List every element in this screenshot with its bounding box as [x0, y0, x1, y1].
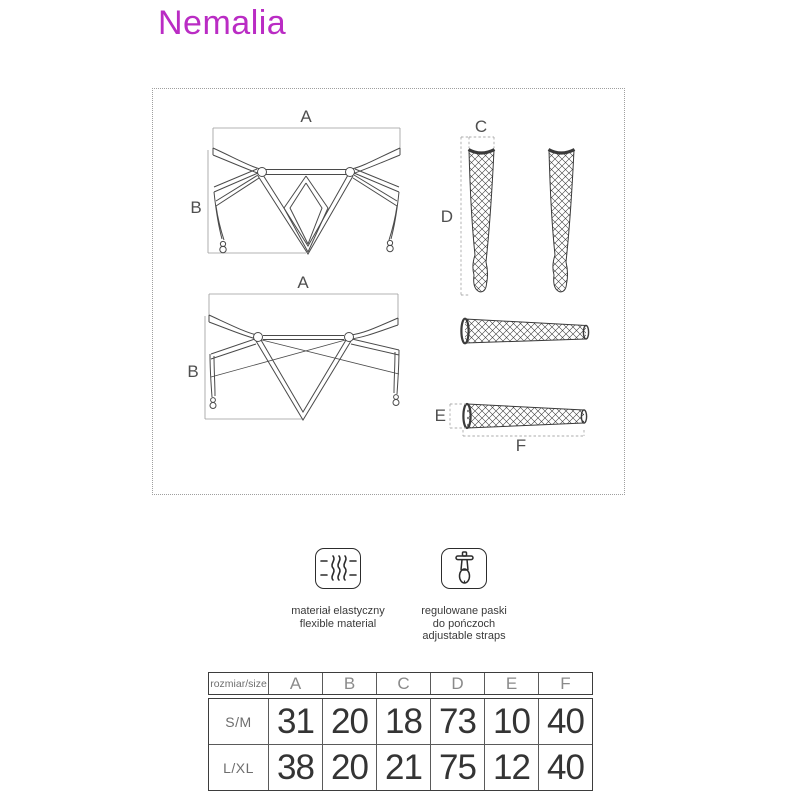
- stockings-drawing: [441, 117, 575, 295]
- caption-line: do pończoch: [432, 617, 496, 630]
- size-table: [208, 672, 593, 791]
- back-dimension-lines: [205, 294, 398, 419]
- back-rings: [254, 333, 354, 342]
- stocking-right-welt: [549, 150, 575, 154]
- front-waistband: [213, 148, 400, 175]
- feature-caption: [260, 605, 416, 630]
- front-height-label: B: [190, 198, 202, 217]
- front-left-straps: [214, 169, 259, 240]
- header-cell-size: rozmiar/size: [210, 677, 267, 690]
- net-tube-lower-drawing: [435, 404, 587, 455]
- cell-lxl-c: 21: [376, 745, 430, 790]
- back-waistband: [209, 315, 398, 340]
- net-tube-upper-drawing: [461, 319, 588, 344]
- header-cell-e: E: [484, 673, 538, 694]
- header-cell-a: A: [268, 673, 322, 694]
- feature-elastic-material: [260, 548, 416, 630]
- cell-lxl-e: 12: [484, 745, 538, 790]
- cell-lxl-b: 20: [322, 745, 376, 790]
- front-thong-v: [258, 175, 353, 254]
- cell-sm-c: 18: [376, 699, 430, 744]
- caption-line: adjustable straps: [422, 630, 506, 642]
- back-height-label: B: [187, 362, 199, 381]
- cell-sm-b: 20: [322, 699, 376, 744]
- caption-line: regulowane paski: [421, 605, 507, 617]
- front-right-straps: [353, 169, 399, 240]
- cell-lxl-f: 40: [538, 745, 592, 790]
- front-diamond-strap: [284, 176, 328, 252]
- stocking-top-width-label: C: [474, 117, 488, 136]
- net-tube-lower-body: [467, 404, 584, 428]
- front-rings: [258, 168, 355, 177]
- front-width-label: A: [300, 107, 312, 126]
- size-table-body: [208, 698, 593, 791]
- header-cell-f: F: [538, 673, 592, 694]
- tube-width-label: E: [434, 406, 446, 425]
- caption-line: flexible material: [299, 617, 377, 630]
- front-dimension-lines: [208, 128, 400, 253]
- stocking-length-label: D: [440, 207, 453, 226]
- back-garter-clips: [210, 395, 399, 409]
- measurement-diagram: [153, 89, 624, 494]
- back-thong-v: [256, 340, 351, 420]
- row-size-label: S/M: [225, 713, 252, 730]
- tube-length-label: F: [515, 436, 527, 455]
- measurement-diagram-box: [152, 88, 625, 495]
- back-side-straps: [210, 339, 399, 397]
- table-row-lxl: [209, 744, 592, 790]
- row-size-label: L/XL: [223, 759, 254, 776]
- cell-lxl-a: 38: [268, 745, 322, 790]
- garter-back-view-drawing: [187, 273, 399, 420]
- stocking-right: [549, 150, 574, 292]
- cell-lxl-d: 75: [430, 745, 484, 790]
- cell-sm-f: 40: [538, 699, 592, 744]
- garter-strap-icon: [441, 548, 487, 589]
- feature-adjustable-straps: [394, 548, 534, 643]
- elastic-material-icon: [315, 548, 361, 589]
- cell-sm-d: 73: [430, 699, 484, 744]
- garter-front-view-drawing: [190, 107, 400, 254]
- stocking-left: [469, 150, 494, 292]
- table-row-sm: [209, 699, 592, 744]
- header-cell-d: D: [430, 673, 484, 694]
- back-width-label: A: [297, 273, 309, 292]
- header-cell-c: C: [376, 673, 430, 694]
- size-table-header-row: [208, 672, 593, 695]
- stocking-left-welt: [469, 150, 495, 154]
- header-cell-b: B: [322, 673, 376, 694]
- cell-sm-a: 31: [268, 699, 322, 744]
- caption-line: materiał elastyczny: [291, 605, 385, 617]
- page-title: Nemalia: [158, 4, 287, 42]
- cell-sm-e: 10: [484, 699, 538, 744]
- feature-caption: [394, 605, 534, 643]
